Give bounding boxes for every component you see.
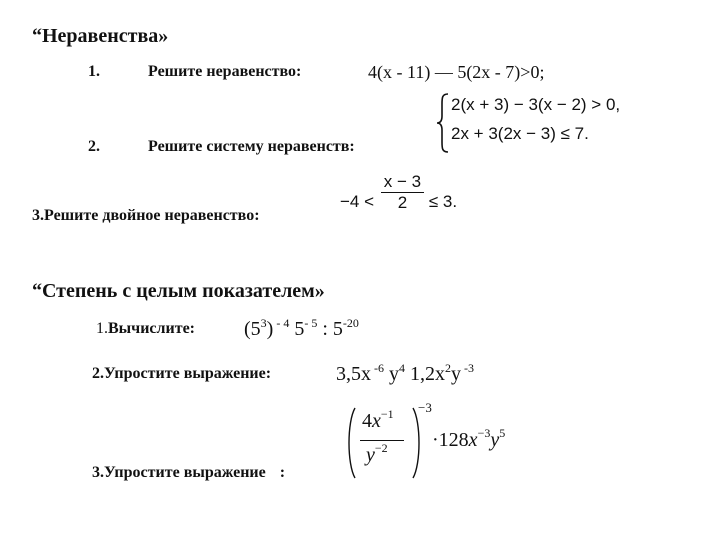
task-label-simplify-2: 3.Упростите выражение :: [92, 464, 286, 481]
expression-tail: $\cdot 128x^{-3}y^5$: [432, 426, 506, 451]
task-label: Решите систему неравенств:: [148, 138, 355, 155]
double-inequality-fraction: [381, 172, 424, 213]
double-inequality-right: ≤ 3.: [428, 191, 458, 211]
task-label: Решите неравенство:: [148, 63, 302, 80]
simplify-expression-2: [344, 402, 534, 482]
fraction-numerator: x − 3: [381, 172, 424, 193]
system-line-1: 2(x + 3) − 3(x − 2) > 0,: [451, 95, 621, 114]
system-brace-icon: [436, 92, 452, 154]
fraction-denominator: 2: [397, 193, 408, 212]
section-title-inequalities: “Неравенства»: [32, 25, 169, 47]
inequality-system: [436, 92, 636, 154]
inner-fraction: [360, 407, 406, 470]
double-inequality-left: −4 <: [340, 191, 375, 211]
inequality-expression: 4(x - 11) — 5(2x - 7)>0;: [368, 62, 545, 82]
task-compute: [96, 320, 195, 338]
item-number: 1.: [88, 63, 100, 80]
power-expression: $(5^3)$ $^{- 4}$ $5^{- 5}$ : $5^{-20}$: [244, 316, 359, 340]
task-label-double-inequality: 3.Решите двойное неравенство:: [32, 207, 260, 224]
item-number: 2.: [88, 138, 100, 155]
simplify-expression-1: 3,5x $^{-6}$ $y^4$ $1,2x^2y$ $^{-3}$: [336, 361, 474, 385]
section-title-integer-power: “Степень с целым показателем»: [32, 280, 325, 302]
outer-exponent: −3: [418, 400, 432, 415]
left-paren-icon: [344, 406, 358, 480]
task-label-simplify-1: 2.Упростите выражение:: [92, 365, 272, 382]
item-number: 1.: [96, 320, 108, 337]
fraction-denominator: $y^{-2}$: [366, 441, 388, 466]
double-inequality: [340, 172, 457, 218]
fraction-numerator: $4x^{-1}$: [362, 407, 394, 432]
task-label: Вычислите:: [108, 320, 195, 337]
right-paren-icon: [410, 406, 424, 480]
system-line-2: 2x + 3(2x − 3) ≤ 7.: [451, 124, 589, 143]
